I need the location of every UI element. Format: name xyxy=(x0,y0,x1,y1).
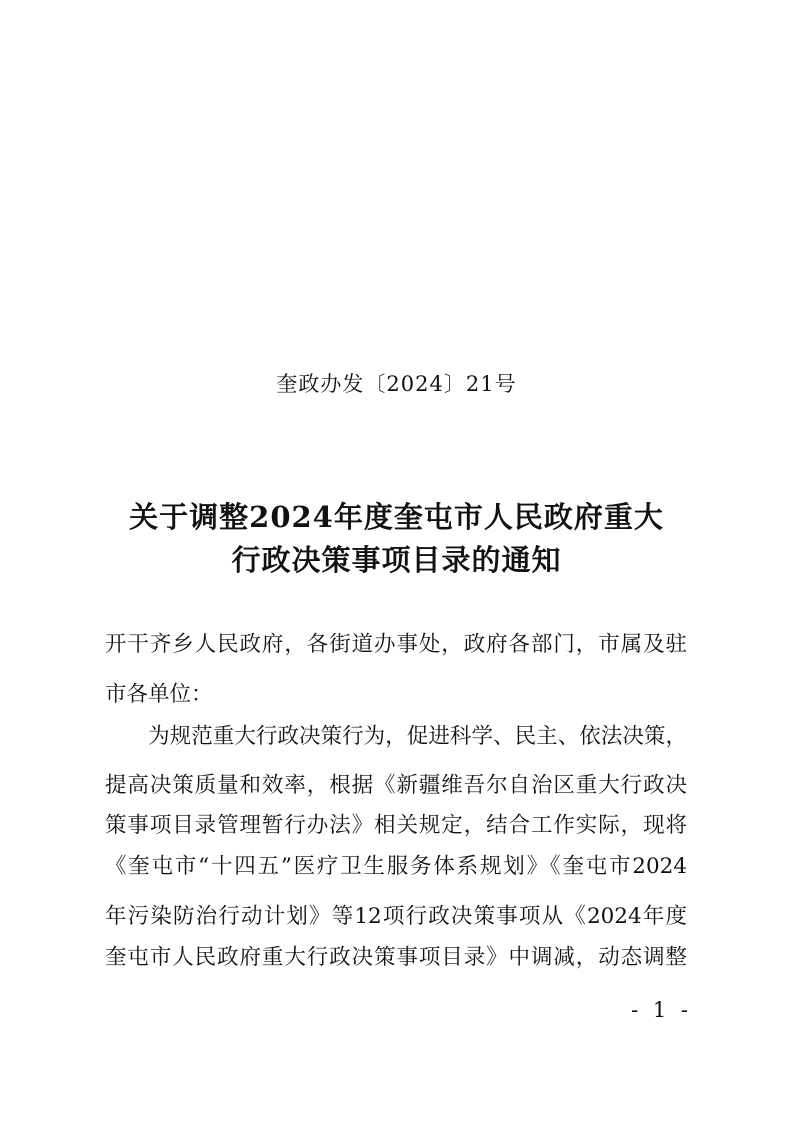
body-text-line: 开干齐乡人民政府，各街道办事处，政府各部门，市属及驻 xyxy=(105,632,687,657)
document-title-line-1: 关于调整2024年度奎屯市人民政府重大 xyxy=(129,500,664,534)
body-text-line: 年污染防治行动计划》等12项行政决策事项从《2024年度 xyxy=(105,904,687,929)
body-text-line: 市各单位： xyxy=(105,682,213,707)
body-text-line: 提高决策质量和效率，根据《新疆维吾尔自治区重大行政决 xyxy=(105,773,687,798)
body-text-line: 《奎屯市“十四五”医疗卫生服务体系规划》《奎屯市2024 xyxy=(105,854,687,879)
body-text-line: 策事项目录管理暂行办法》相关规定，结合工作实际，现将 xyxy=(105,813,687,838)
document-title-line-2: 行政决策事项目录的通知 xyxy=(231,543,562,577)
body-text-line: 为规范重大行政决策行为，促进科学、民主、依法决策， xyxy=(105,724,687,749)
page-number: - 1 - xyxy=(631,998,692,1022)
body-text-line: 奎屯市人民政府重大行政决策事项目录》中调减，动态调整 xyxy=(105,945,687,970)
document-number: 奎政办发〔2024〕21号 xyxy=(276,372,517,396)
